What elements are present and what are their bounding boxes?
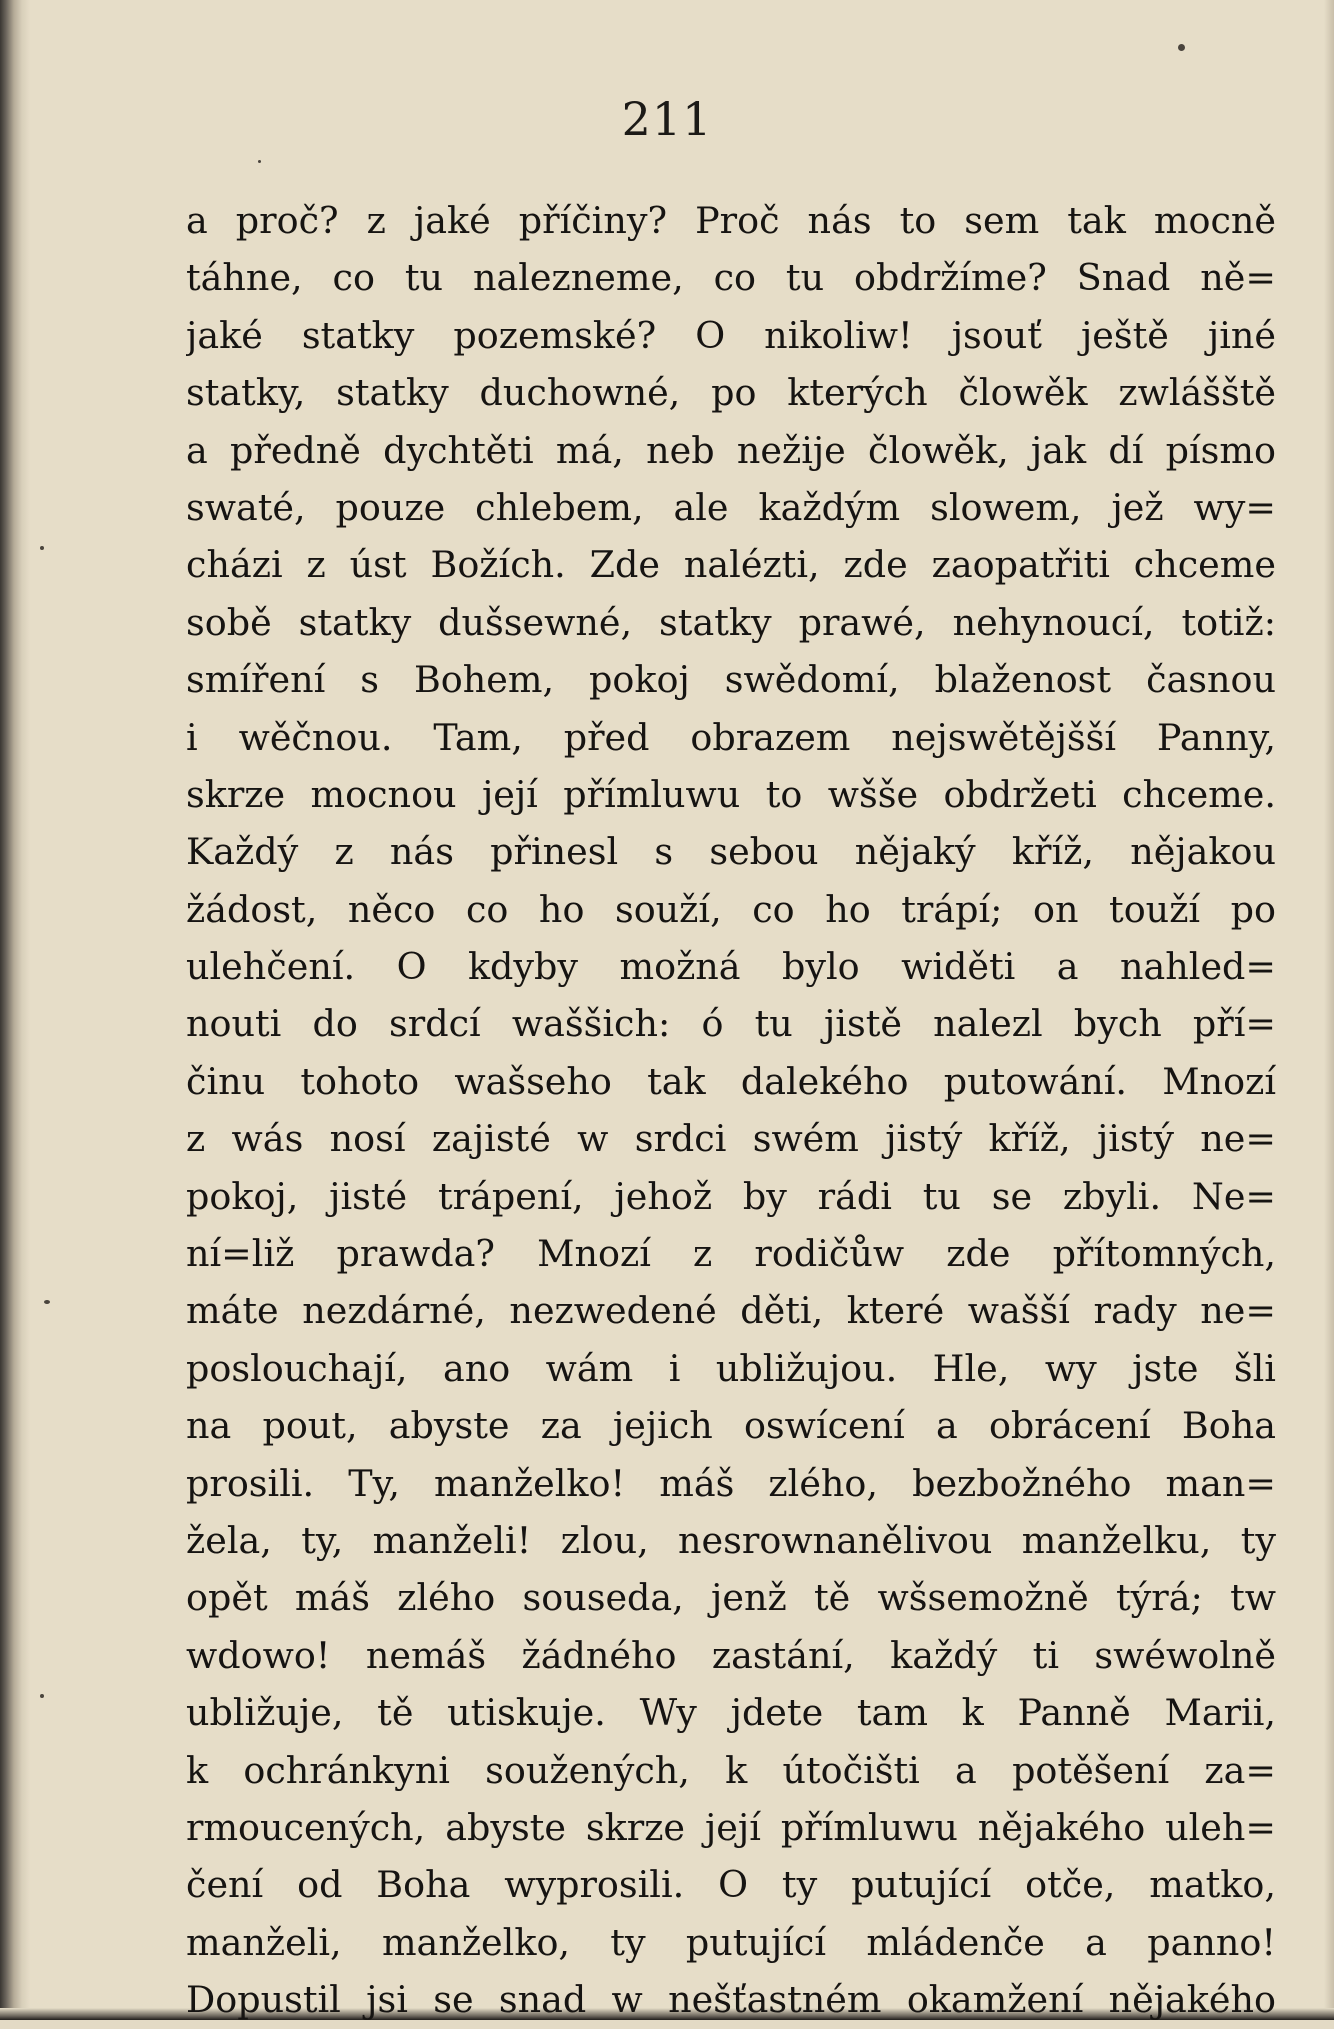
scan-left-edge	[0, 0, 30, 2020]
scan-right-edge	[1324, 0, 1334, 2020]
text-line: Každý z nás přinesl s sebou nějaký kříž, nějakou	[186, 830, 1276, 874]
text-line: z wás nosí zajisté w srdci swém jistý kříž, jistý ne=	[186, 1117, 1276, 1161]
text-line: táhne, co tu nalezneme, co tu obdržíme? Snad ně=	[186, 256, 1276, 300]
body-text	[186, 192, 1276, 2029]
ink-speck	[1178, 44, 1185, 51]
text-line: sobě statky dušsewné, statky prawé, nehynoucí, totiž:	[186, 600, 1276, 644]
text-line: pokoj, jisté trápení, jehož by rádi tu se zbyli. Ne=	[186, 1174, 1276, 1218]
text-line: máte nezdárné, nezwedené děti, které wašší rady ne=	[186, 1289, 1276, 1333]
text-line: poslouchají, ano wám i ubližujou. Hle, wy jste šli	[186, 1346, 1276, 1390]
ink-speck	[258, 160, 261, 163]
text-line: wdowo! nemáš žádného zastání, každý ti swéwolně	[186, 1633, 1276, 1677]
text-line: rmoucených, abyste skrze její přímluwu nějakého uleh=	[186, 1805, 1276, 1849]
text-line: ubližuje, tě utiskuje. Wy jdete tam k Panně Marii,	[186, 1691, 1276, 1735]
ink-speck	[44, 1300, 50, 1304]
ink-speck	[40, 546, 44, 550]
text-line: žádost, něco co ho souží, co ho trápí; on touží po	[186, 887, 1276, 931]
ink-speck	[40, 1694, 44, 1698]
text-line: jaké statky pozemské? O nikoliw! jsouť ještě jiné	[186, 313, 1276, 357]
text-line: a proč? z jaké příčiny? Proč nás to sem tak mocně	[186, 199, 1276, 242]
text-line: a předně dychtěti má, neb nežije člowěk, jak dí písmo	[186, 428, 1276, 472]
text-line: manželi, manželko, ty putující mládenče a panno!	[186, 1920, 1276, 1964]
text-line: činu tohoto wašseho tak dalekého putowání. Mnozí	[186, 1059, 1276, 1103]
text-line: statky, statky duchowné, po kterých člowěk zwlášště	[186, 371, 1276, 415]
text-line: prosili. Ty, manželko! máš zlého, bezbožného man=	[186, 1461, 1276, 1505]
text-line: cházi z úst Božích. Zde nalézti, zde zaopatřiti chceme	[186, 543, 1276, 587]
text-line: opět máš zlého souseda, jenž tě wšsemožně týrá; tw	[186, 1576, 1276, 1620]
text-line: skrze mocnou její přímluwu to wšše obdržeti chceme.	[186, 772, 1276, 816]
text-line: k ochránkyni soužených, k útočišti a potěšení za=	[186, 1748, 1276, 1792]
text-line: čení od Boha wyprosili. O ty putující otče, matko,	[186, 1863, 1276, 1907]
text-line: na pout, abyste za jejich oswícení a obrácení Boha	[186, 1404, 1276, 1448]
text-line: Dopustil jsi se snad w nešťastném okamžení nějakého	[186, 1978, 1276, 2022]
page-number: 211	[621, 92, 713, 146]
text-line: žela, ty, manželi! zlou, nesrownanělivou manželku, ty	[186, 1518, 1276, 1562]
text-line: ní=liž prawda? Mnozí z rodičůw zde přítomných,	[186, 1232, 1276, 1276]
text-line: swaté, pouze chlebem, ale každým slowem, jež wy=	[186, 485, 1276, 529]
text-line: i wěčnou. Tam, před obrazem nejswětějšší Panny,	[186, 715, 1276, 759]
text-line: smíření s Bohem, pokoj swědomí, blaženost časnou	[186, 658, 1276, 702]
text-line: nouti do srdcí waššich: ó tu jistě nalezl bych pří=	[186, 1002, 1276, 1046]
text-line: ulehčení. O kdyby možná bylo widěti a nahled=	[186, 945, 1276, 989]
